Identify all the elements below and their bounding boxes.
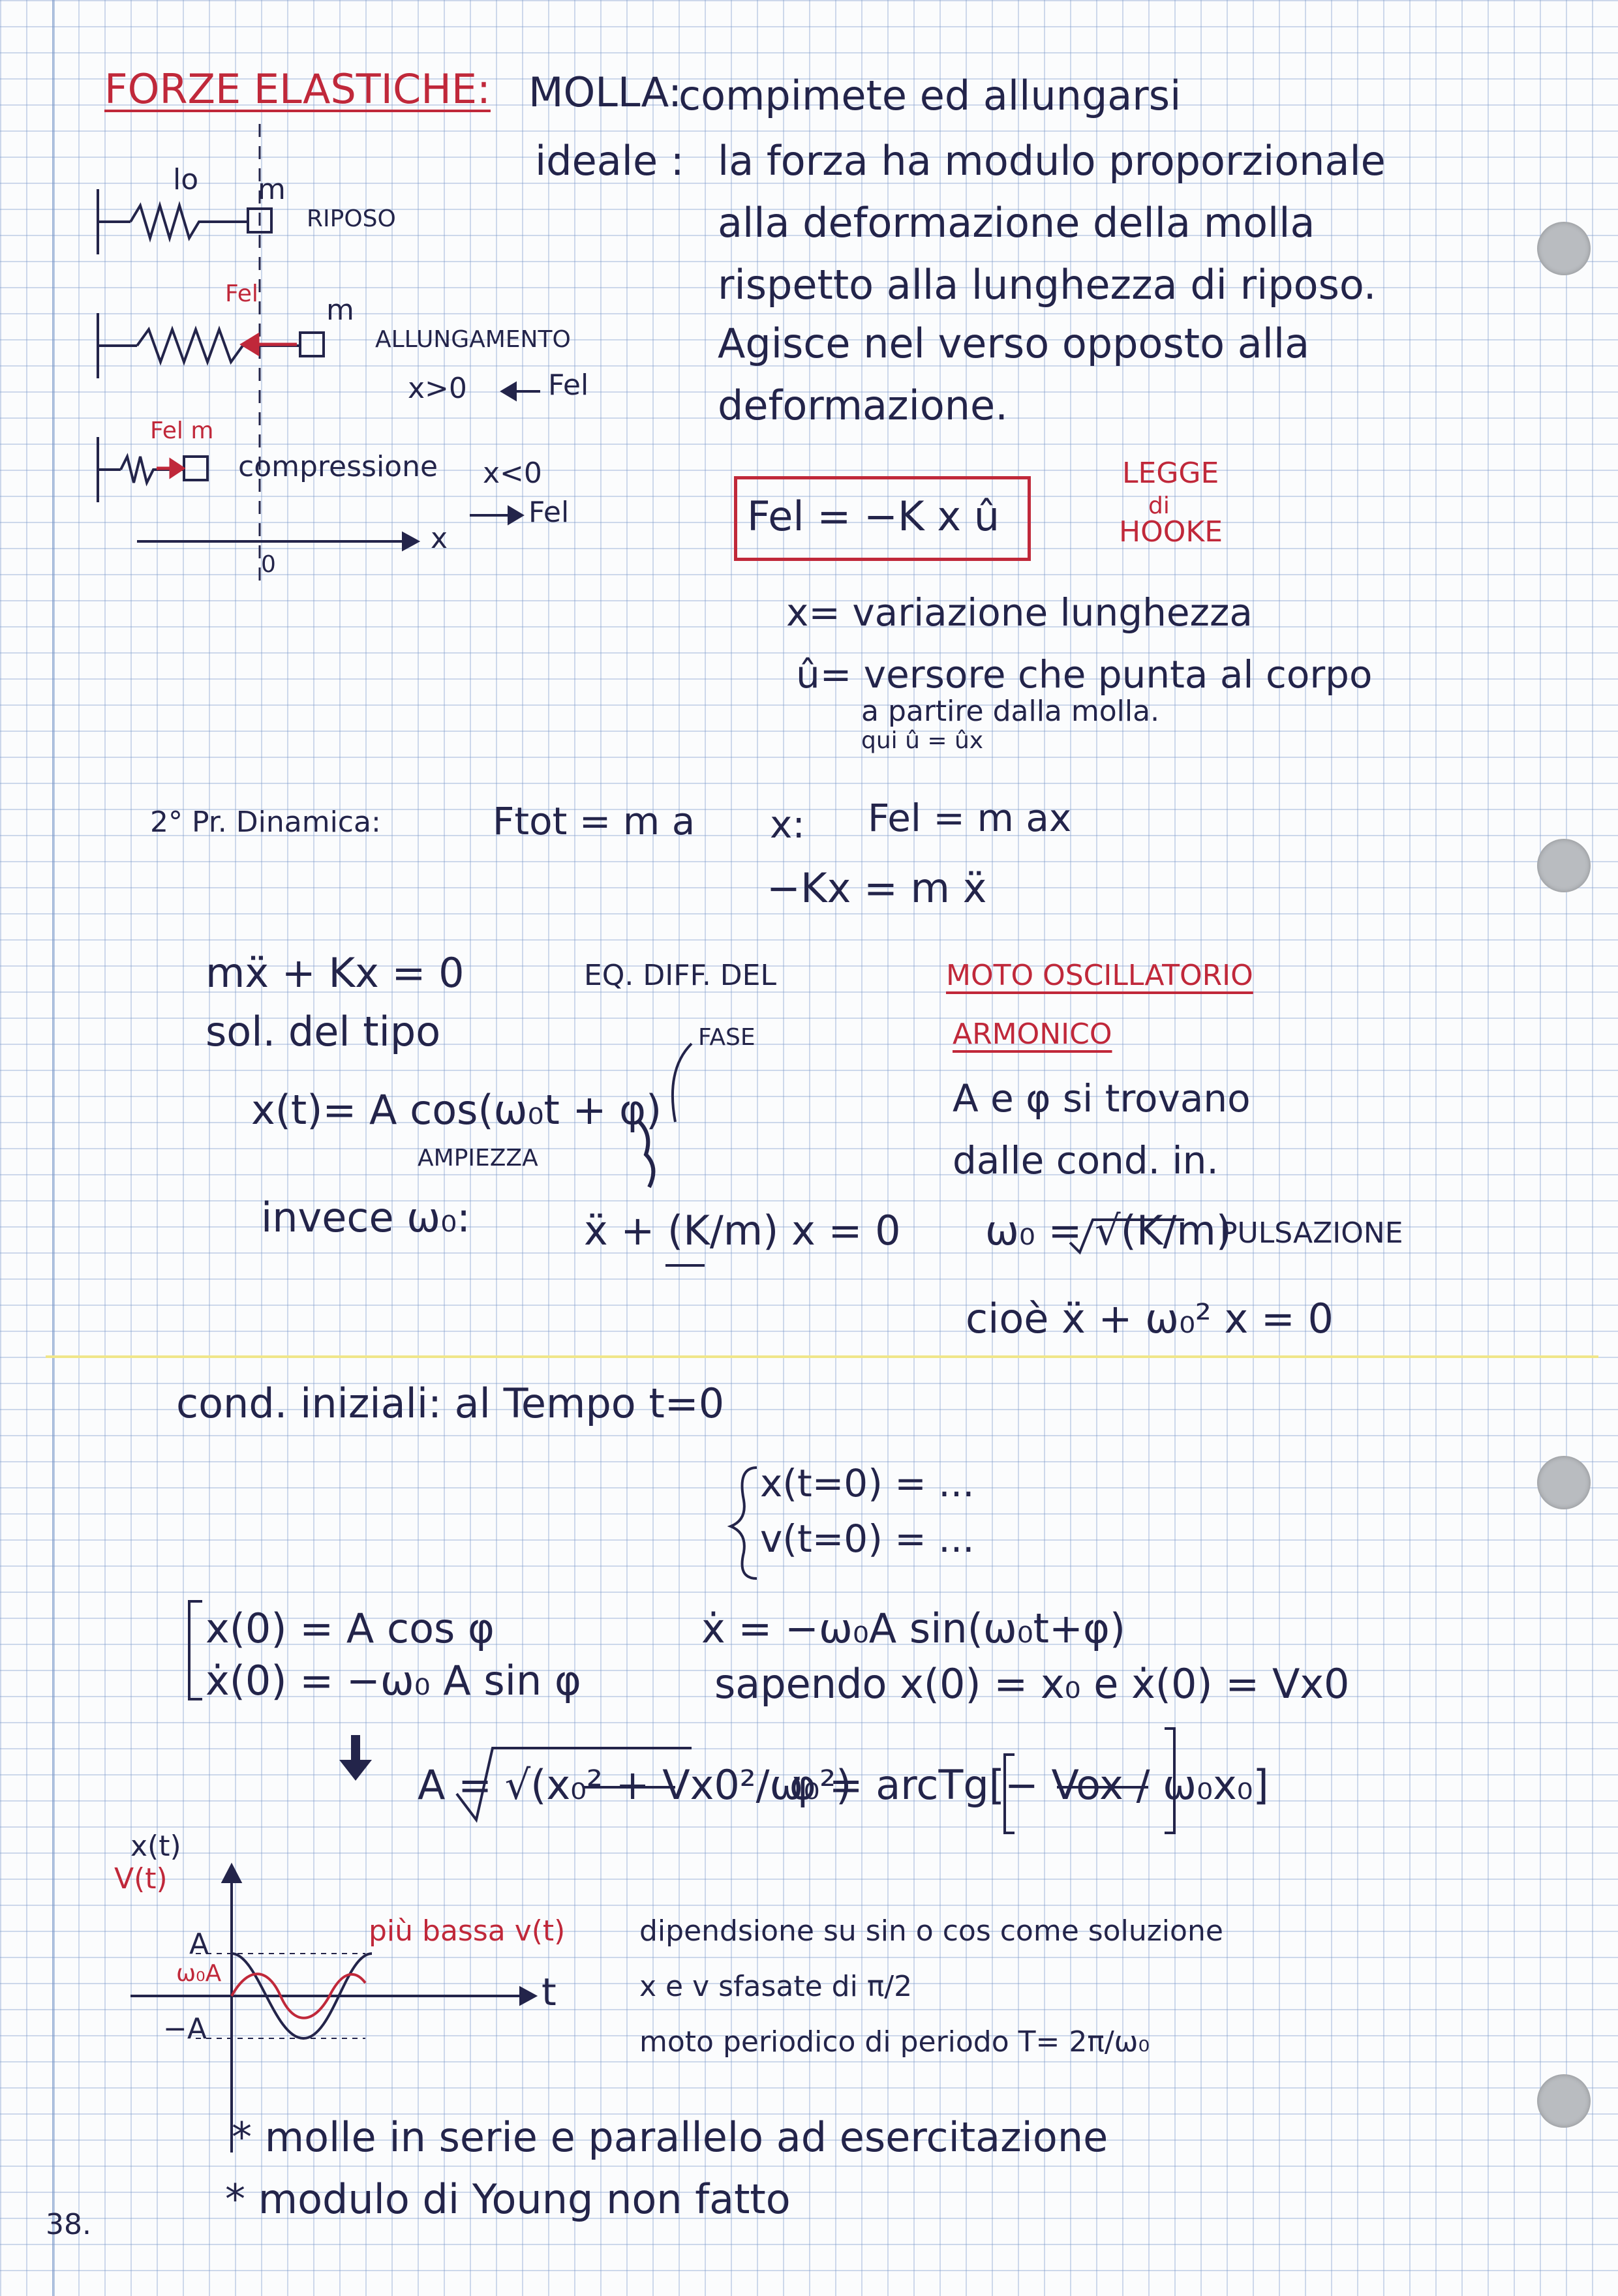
graph-label-minusA: −A bbox=[163, 2012, 207, 2046]
init-cond-v: v(t=0) = ... bbox=[760, 1517, 975, 1561]
force-arrow-right bbox=[502, 384, 540, 399]
graph-note-red: più bassa v(t) bbox=[369, 1914, 566, 1948]
label-x-negative: x<0 bbox=[483, 457, 542, 490]
label-compressione: compressione bbox=[238, 450, 438, 483]
ideale-line-1: la forza ha modulo proporzionale bbox=[718, 137, 1386, 185]
label-axis-zero: 0 bbox=[261, 551, 276, 578]
force-arrow-comp-label bbox=[470, 507, 522, 523]
dinamica-eq3: −Kx = m ẍ bbox=[767, 864, 987, 912]
page-number: 38. bbox=[46, 2208, 91, 2241]
spring-rest bbox=[98, 189, 271, 254]
normalized-eq: ẍ + (K/m) x = 0 bbox=[584, 1207, 901, 1254]
footer-line-2: * modulo di Young non fatto bbox=[225, 2175, 791, 2223]
moto-oscillatorio: MOTO OSCILLATORIO bbox=[946, 959, 1253, 992]
force-arrow-compression bbox=[157, 461, 183, 476]
force-arrow-extended bbox=[243, 335, 297, 354]
molla-label: MOLLA: bbox=[528, 68, 682, 116]
phase-formula: φ = arcTg[− Vox / ω₀x₀] bbox=[789, 1761, 1269, 1809]
graph-ylabel-x: x(t) bbox=[130, 1830, 181, 1863]
label-lo: lo bbox=[173, 163, 199, 196]
def-u-3: qui û = ûx bbox=[861, 727, 984, 754]
def-x: x= variazione lunghezza bbox=[786, 590, 1253, 635]
page-title: FORZE ELASTICHE: bbox=[104, 65, 491, 113]
system-eq-2: ẋ(0) = −ω₀ A sin φ bbox=[206, 1657, 581, 1704]
dinamica-eq1: Ftot = m a bbox=[493, 799, 695, 843]
ideale-label: ideale : bbox=[535, 137, 684, 185]
label-mass-2: m bbox=[326, 294, 354, 327]
phase-arrow bbox=[673, 1044, 692, 1122]
init-cond-title: cond. iniziali: al Tempo t=0 bbox=[176, 1380, 725, 1427]
label-axis-x: x bbox=[431, 522, 448, 555]
spring-compressed bbox=[98, 437, 207, 502]
footer-line-1: * molle in serie e parallelo ad esercitazione bbox=[232, 2113, 1108, 2161]
velocity-eq: ẋ = −ω₀A sin(ω₀t+φ) bbox=[701, 1605, 1126, 1652]
graph-ylabel-v: V(t) bbox=[114, 1862, 168, 1896]
dinamica-label: 2° Pr. Dinamica: bbox=[150, 806, 381, 839]
label-fel-m: Fel m bbox=[150, 417, 214, 444]
ideale-line-5: deformazione. bbox=[718, 382, 1008, 429]
bracket-system bbox=[189, 1601, 202, 1699]
ideale-line-3: rispetto alla lunghezza di riposo. bbox=[718, 261, 1377, 309]
ampiezza-label: AMPIEZZA bbox=[418, 1145, 538, 1171]
a-phi-line-1: A e φ si trovano bbox=[953, 1076, 1251, 1121]
solution-xt: x(t)= A cos(ω₀t + φ) bbox=[251, 1086, 662, 1134]
omega-formula: ω₀ = √(K/m) bbox=[985, 1207, 1232, 1254]
fase-label: FASE bbox=[698, 1024, 756, 1051]
hooke-law-2: di bbox=[1148, 492, 1170, 519]
init-cond-x: x(t=0) = ... bbox=[760, 1461, 975, 1505]
down-arrow bbox=[339, 1735, 372, 1781]
def-u-2: a partire dalla molla. bbox=[861, 695, 1160, 728]
solution-label: sol. del tipo bbox=[206, 1008, 441, 1055]
label-fel-comp: Fel bbox=[528, 496, 570, 529]
oscillator-eq: mẍ + Kx = 0 bbox=[206, 949, 465, 997]
graph-label-t: t bbox=[542, 1970, 557, 2014]
note-2: x e v sfasate di π/2 bbox=[639, 1970, 913, 2003]
graph-label-w0A: ω₀A bbox=[176, 1960, 222, 1987]
molla-text: compimete ed allungarsi bbox=[679, 72, 1182, 119]
label-riposo: RIPOSO bbox=[307, 205, 396, 232]
label-x-positive: x>0 bbox=[408, 372, 467, 405]
note-1: dipendsione su sin o cos come soluzione bbox=[639, 1914, 1223, 1948]
brace-init bbox=[731, 1468, 757, 1578]
ideale-line-4: Agisce nel verso opposto alla bbox=[718, 320, 1310, 367]
label-fel-right: Fel bbox=[548, 369, 589, 402]
oscillator-eq-desc: EQ. DIFF. DEL bbox=[584, 959, 776, 992]
hooke-law-1: LEGGE bbox=[1122, 457, 1219, 490]
def-u: û= versore che punta al corpo bbox=[796, 652, 1373, 697]
invece-label: invece ω₀: bbox=[261, 1194, 470, 1241]
a-phi-line-2: dalle cond. in. bbox=[953, 1138, 1219, 1183]
ideale-line-2: alla deformazione della molla bbox=[718, 199, 1315, 247]
label-fel-top: Fel bbox=[225, 280, 258, 307]
moto-armonico: ARMONICO bbox=[953, 1018, 1112, 1051]
x-axis bbox=[137, 534, 418, 549]
amplitude-formula: A = √(x₀² + Vx0²/ω₀²) bbox=[418, 1761, 852, 1809]
dinamica-eq2: Fel = m ax bbox=[868, 796, 1072, 840]
cioe-eq: cioè ẍ + ω₀² x = 0 bbox=[966, 1295, 1334, 1342]
system-eq-1: x(0) = A cos φ bbox=[206, 1605, 495, 1652]
label-allungamento: ALLUNGAMENTO bbox=[375, 326, 571, 353]
hooke-law-3: HOOKE bbox=[1119, 515, 1223, 549]
dinamica-x-label: x: bbox=[770, 802, 805, 847]
hooke-formula: Fel = −K x û bbox=[747, 492, 1000, 540]
graph-label-A: A bbox=[189, 1927, 209, 1961]
pulsazione-label: PULSAZIONE bbox=[1220, 1216, 1403, 1250]
label-mass-1: m bbox=[258, 173, 286, 206]
sapendo-eq: sapendo x(0) = x₀ e ẋ(0) = Vx0 bbox=[714, 1660, 1350, 1708]
note-3: moto periodico di periodo T= 2π/ω₀ bbox=[639, 2025, 1150, 2059]
